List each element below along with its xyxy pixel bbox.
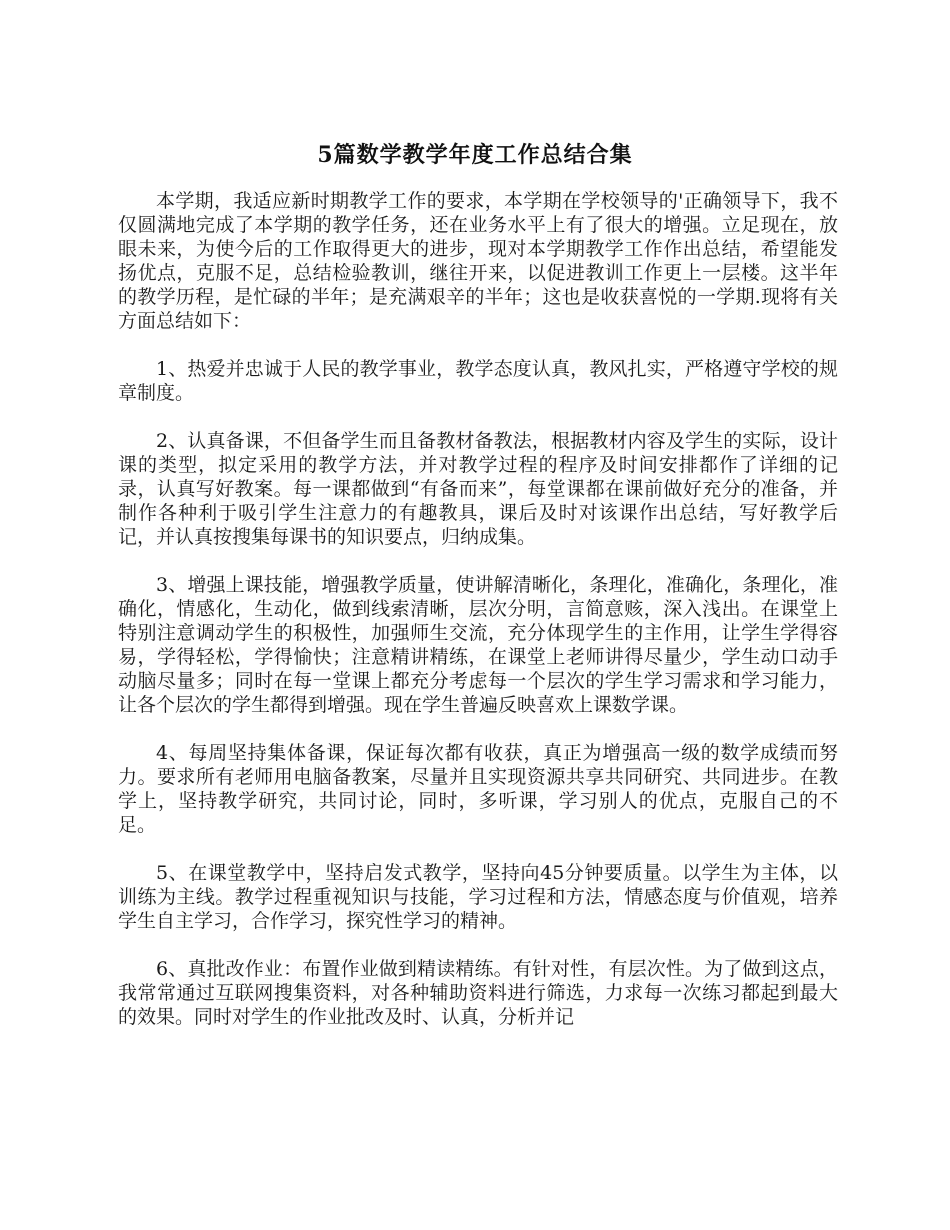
paragraph-1: 1、热爱并忠诚于人民的教学事业，教学态度认真，教风扎实，严格遵守学校的规章制度。 xyxy=(118,358,838,404)
paragraph-intro: 本学期，我适应新时期教学工作的要求，本学期在学校领导的'正确领导下，我不仅圆满地完成了本学期的教学任务，还在业务水平上有了很大的增强。立足现在，放眼未来，为使今后的工作取得更大的进步，现对本学期教学工作作出总结，希望能发扬优点，克服不足，总结检验教训，继往开来，以促进教训工作更上一层楼。这半年的教学历程，是忙碌的半年；是充满艰辛的半年；这也是收获喜悦的一学期.现将有关方面总结如下： xyxy=(118,190,838,332)
paragraph-3: 3、增强上课技能，增强教学质量，使讲解清晰化，条理化，准确化，条理化，准确化，情感化，生动化，做到线索清晰，层次分明，言简意赅，深入浅出。在课堂上特别注意调动学生的积极性，加强师生交流，充分体现学生的主作用，让学生学得容易，学得轻松，学得愉快；注意精讲精练，在课堂上老师讲得尽量少，学生动口动手动脑尽量多；同时在每一堂课上都充分考虑每一个层次的学生学习需求和学习能力，让各个层次的学生都得到增强。现在学生普遍反映喜欢上课数学课。 xyxy=(118,574,838,716)
document-title: 5篇数学教学年度工作总结合集 xyxy=(317,142,633,168)
document-body xyxy=(118,189,838,1053)
paragraph-2: 2、认真备课，不但备学生而且备教材备教法，根据教材内容及学生的实际，设计课的类型，拟定采用的教学方法，并对教学过程的程序及时间安排都作了详细的记录，认真写好教案。每一课都做到“有备而来”，每堂课都在课前做好充分的准备，并制作各种利于吸引学生注意力的有趣教具，课后及时对该课作出总结，写好教学后记，并认真按搜集每课书的知识要点，归纳成集。 xyxy=(118,430,838,548)
paragraph-6: 6、真批改作业：布置作业做到精读精练。有针对性，有层次性。为了做到这点，我常常通过互联网搜集资料，对各种辅助资料进行筛选，力求每一次练习都起到最大的效果。同时对学生的作业批改及时、认真，分析并记 xyxy=(118,958,838,1028)
paragraph-5: 5、在课堂教学中，坚持启发式教学，坚持向45分钟要质量。以学生为主体，以训练为主线。教学过程重视知识与技能，学习过程和方法，情感态度与价值观，培养学生自主学习，合作学习，探究性学习的精神。 xyxy=(118,862,838,932)
paragraph-4: 4、每周坚持集体备课，保证每次都有收获，真正为增强高一级的数学成绩而努力。要求所有老师用电脑备教案，尽量并且实现资源共享共同研究、共同进步。在教学上，坚持教学研究，共同讨论，同时，多听课，学习别人的优点，克服自己的不足。 xyxy=(118,742,838,836)
